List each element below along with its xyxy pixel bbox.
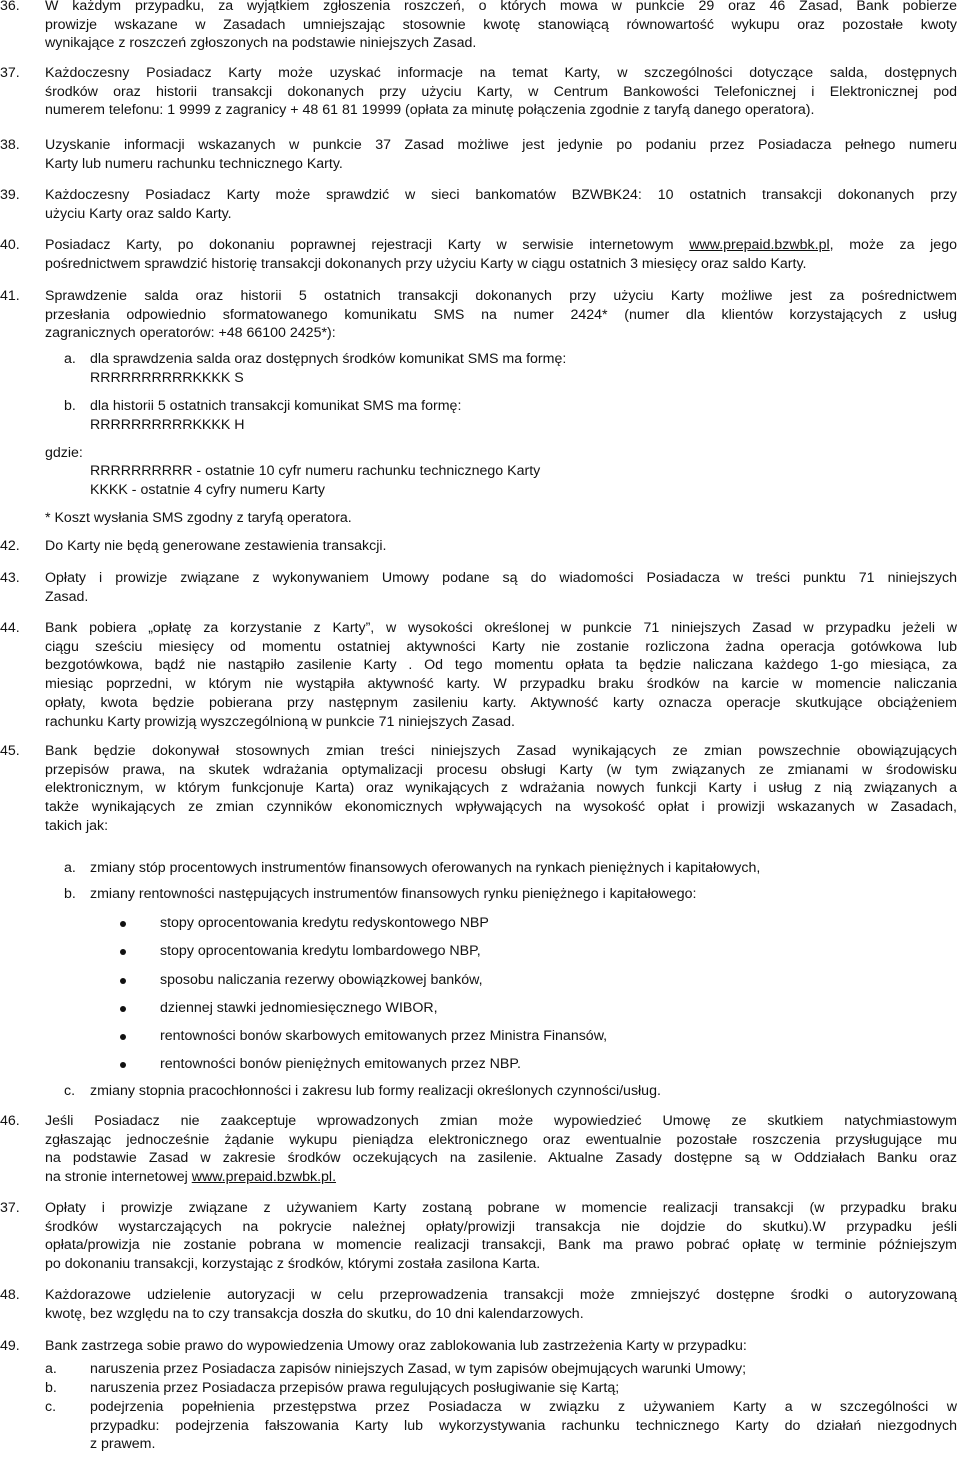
clause-line: Uzyskanie informacji wskazanych w punkcie 37 Zasad możliwe jest jedynie po podaniu przez Posiadacza pełnego numeru: [45, 137, 957, 153]
clause-46: [0, 1112, 958, 1187]
clause-line: Do Karty nie będą generowane zestawienia transakcji.: [45, 538, 387, 554]
clause-line: numerem telefonu: 1 9999 z zagranicy + 48 61 81 19999 (opłata za minutę połączenia zgodnie z taryfą danego operatora).: [45, 102, 815, 119]
clause-line: także wynikających ze zmian czynników ekonomicznych wpływających na wysokość opłat i prowizji wskazanych w Zasadach,: [45, 799, 957, 816]
bullet-text: stopy oprocentowania kredytu redyskontowego NBP: [160, 915, 489, 931]
sms-format-balance: RRRRRRRRRRKKKK S: [90, 370, 244, 386]
bullet-icon: [120, 978, 126, 984]
bullet-text: stopy oprocentowania kredytu lombardowego NBP,: [160, 943, 481, 959]
prepaid-website-link[interactable]: www.prepaid.bzwbk.pl.: [191, 1169, 337, 1186]
clause-42: [0, 537, 958, 556]
clause-number: 37.: [0, 65, 20, 81]
clause-37-fees: [0, 1199, 958, 1274]
list-text: naruszenia przez Posiadacza przepisów prawa regulujących posługiwanie się Kartą;: [90, 1380, 620, 1396]
definition-card: KKKK - ostatnie 4 cyfry numeru Karty: [90, 482, 325, 498]
clause-number: 39.: [0, 187, 20, 203]
clause-37-info: [0, 64, 958, 120]
clause-line: na podstawie Zasad w zakresie środków oczekujących na zasilenie. Aktualne Zasady dostępne są w Oddziałach Banku oraz: [45, 1150, 957, 1167]
clause-number: 37.: [0, 1200, 20, 1216]
clause-number: 45.: [0, 743, 20, 759]
clause-line: Każdoczesny Posiadacz Karty może sprawdzić w sieci bankomatów BZWBK24: 10 ostatnich transakcji dokonanych przy: [45, 187, 957, 203]
clause-line: po dokonaniu transakcji, korzystając z środków, którymi została zasilona Karta.: [45, 1256, 541, 1273]
list-marker: c.: [64, 1083, 76, 1099]
clause-text: , może za jego: [829, 237, 957, 253]
clause-number: 38.: [0, 137, 20, 153]
bullet-text: rentowności bonów pieniężnych emitowanych przez NBP.: [160, 1056, 521, 1072]
clause-line: Jeśli Posiadacz nie zaakceptuje wprowadzonych zmian może wypowiedzieć Umowę ze skutkiem natychmiastowym: [45, 1113, 957, 1129]
sms-cost-note: * Koszt wysłania SMS zgodny z taryfą operatora.: [45, 510, 352, 526]
clause-line: zgłaszając jednocześnie żądanie wykupu pieniądza elektronicznego oraz ewentualnie pozostałe roszczenia przysługujące mu: [45, 1131, 957, 1148]
clause-line: zagranicznych operatorów: +48 66100 2425*):: [45, 325, 336, 342]
bullet-icon: [120, 949, 126, 955]
list-marker: c.: [45, 1399, 57, 1415]
list-line: przypadku: podejrzenia fałszowania Karty lub wykorzystywania rachunku technicznego Karty do działań niezgodnych: [90, 1417, 957, 1434]
clause-48: [0, 1286, 958, 1323]
clause-40: [0, 236, 958, 273]
clause-number: 40.: [0, 237, 20, 253]
clause-line: W każdym przypadku, za wyjątkiem zgłoszenia roszczeń, o których mowa w punkcie 29 oraz 46 Zasad, Bank pobierze: [45, 0, 957, 14]
clause-number: 46.: [0, 1113, 20, 1129]
clause-line: użyciu Karty oraz saldo Karty.: [45, 205, 232, 222]
clause-line: Każdoczesny Posiadacz Karty może uzyskać informacje na temat Karty, w szczególności dotyczące salda, dostępnych: [45, 65, 957, 81]
list-line: z prawem.: [90, 1436, 156, 1453]
clause-line: [45, 1168, 957, 1187]
clause-number: 49.: [0, 1338, 20, 1354]
list-text-block: [90, 1398, 957, 1454]
clause-line: prowizje wskazane w Zasadach umniejszając stosownie kwotę stanowiącą równowartość wykupu oraz pozostałe kwoty: [45, 16, 957, 33]
clause-line: Bank zastrzega sobie prawo do wypowiedzenia Umowy oraz zablokowania lub zastrzeżenia Karty w przypadku:: [45, 1338, 747, 1354]
clause-line: takich jak:: [45, 817, 109, 834]
bullet-text: sposobu naliczania rezerwy obowiązkowej banków,: [160, 972, 483, 988]
bullet-icon: [120, 1034, 126, 1040]
bullet-icon: [120, 1006, 126, 1012]
bullet-text: rentowności bonów skarbowych emitowanych przez Ministra Finansów,: [160, 1028, 608, 1044]
clause-43: [0, 569, 958, 606]
clause-line: Opłaty i prowizje związane z wykonywaniem Umowy podane są do wiadomości Posiadacza w treści punktu 71 niniejszych: [45, 570, 957, 586]
clause-line: Zasad.: [45, 588, 89, 605]
clause-number: 48.: [0, 1287, 20, 1303]
clause-line: przesłania odpowiednio sformatowanego komunikatu SMS na numer 2424* (numer dla klientów korzystających z usług: [45, 306, 957, 323]
clause-line: środków oraz historii transakcji dokonanych przy użyciu Karty, w Centrum Bankowości Telefonicznej i Elektronicznej pod: [45, 83, 957, 100]
clause-41: [0, 287, 958, 343]
clause-36: [0, 0, 958, 53]
prepaid-website-link[interactable]: www.prepaid.bzwbk.pl: [689, 237, 830, 253]
list-text: zmiany rentowności następujących instrumentów finansowych rynku pieniężnego i kapitałowego:: [90, 886, 697, 902]
clause-line: przepisów prawa, na skutek wdrażania optymalizacji procesu obsługi Karty (w tym związanych ze zmianami w środowisku: [45, 761, 957, 778]
list-marker: a.: [64, 860, 76, 876]
clause-45: [0, 742, 958, 836]
clause-line: opłata/prowizja nie zostanie pobrana w momencie realizacji transakcji, Bank ma prawo pobrać opłatę w terminie późniejszym: [45, 1237, 957, 1254]
clause-line: Opłaty i prowizje związane z używaniem Karty zostaną pobrane w momencie realizacji transakcji (w przypadku braku: [45, 1200, 957, 1216]
clause-line: Bank pobiera „opłatę za korzystanie z Karty”, w wysokości określonej w punkcie 71 niniejszych Zasad w przypadku jeżeli w: [45, 620, 957, 636]
clause-line: miesiąc poprzedni, w którym nie wystąpiła aktywność karty. W przypadku braku środków na karcie w momencie naliczania: [45, 676, 957, 693]
list-marker: b.: [64, 886, 76, 902]
clause-39: [0, 186, 958, 223]
clause-line: opłaty, kwota będzie pobierana przy następnym zasileniu karty. Aktywność karty oznacza operacje skutkujące obciążeniem: [45, 694, 957, 711]
clause-line: Bank będzie dokonywał stosownych zmian treści niniejszych Zasad wynikających ze zmian powszechnie obowiązujących: [45, 743, 957, 759]
list-text: dla sprawdzenia salda oraz dostępnych środków komunikat SMS ma formę:: [90, 351, 567, 367]
clause-line: [45, 236, 957, 255]
clause-line: ciągu sześciu miesięcy od momentu ostatniej aktywności Karty nie zostanie rozliczona żadna operacja gotówkowa lub: [45, 638, 957, 655]
clause-text: Posiadacz Karty, po dokonaniu poprawnej rejestracji Karty w serwisie internetowym: [45, 237, 690, 253]
clause-49: [0, 1337, 958, 1356]
list-text: zmiany stóp procentowych instrumentów finansowych oferowanych na rynkach pieniężnych i kapitałowych,: [90, 860, 761, 876]
clause-38: [0, 136, 958, 173]
list-text: zmiany stopnia pracochłonności i zakresu lub formy realizacji określonych czynności/usług.: [90, 1083, 661, 1099]
clause-line: kwotę, bez względu na to czy transakcja doszła do skutku, do 10 dni kalendarzowych.: [45, 1305, 584, 1322]
list-marker: b.: [45, 1380, 57, 1396]
definition-account: RRRRRRRRRR - ostatnie 10 cyfr numeru rachunku technicznego Karty: [90, 463, 541, 479]
sms-format-history: RRRRRRRRRRKKKK H: [90, 417, 245, 433]
clause-text: na stronie internetowej: [45, 1169, 192, 1186]
clause-line: elektronicznym, w którym funkcjonuje Karta) oraz wynikających z wdrażania nowych funkcji Karty i usług z nią związanych a: [45, 780, 957, 797]
clause-line: środków wystarczających na pokrycie należnej opłaty/prowizji transakcja nie dojdzie do skutku).W przypadku jeśli: [45, 1218, 957, 1235]
list-marker: a.: [64, 351, 76, 367]
list-text: naruszenia przez Posiadacza zapisów niniejszych Zasad, w tym zapisów obejmujących warunki Umowy;: [90, 1361, 747, 1377]
list-marker: a.: [45, 1361, 57, 1377]
list-marker: b.: [64, 398, 76, 414]
clause-number: 42.: [0, 538, 20, 554]
where-label: gdzie:: [45, 445, 83, 461]
clause-number: 43.: [0, 570, 20, 586]
clause-line: rachunku Karty prowizją wyszczególnioną w punkcie 71 niniejszych Zasad.: [45, 713, 515, 730]
clause-number: 44.: [0, 620, 20, 636]
bullet-icon: [120, 921, 126, 927]
list-line: podejrzenia popełnienia przestępstwa przez Posiadacza w związku z używaniem Karty a w szczególności w: [90, 1399, 957, 1415]
clause-line: pośrednictwem sprawdzić historię transakcji dokonanych przy użyciu Karty w ciągu ostatnich 3 miesięcy oraz saldo Karty.: [45, 255, 807, 272]
bullet-icon: [120, 1062, 126, 1068]
bullet-text: dziennej stawki jednomiesięcznego WIBOR,: [160, 1000, 438, 1016]
clause-line: Każdorazowe udzielenie autoryzacji w celu przeprowadzenia transakcji może zmniejszyć dostępne środki o autoryzowaną: [45, 1287, 957, 1303]
clause-line: bezgotówkowa, bądź nie nastąpiło zasilenie Karty . Od tego momentu opłata ta będzie naliczana każdego 1-go miesiąca, za: [45, 657, 957, 674]
clause-line: Karty lub numeru rachunku technicznego Karty.: [45, 155, 343, 172]
clause-line: wynikające z roszczeń zgłoszonych na podstawie niniejszych Zasad.: [45, 35, 477, 52]
clause-44: [0, 619, 958, 731]
clause-line: Sprawdzenie salda oraz historii 5 ostatnich transakcji dokonanych przy użyciu Karty możliwe jest za pośrednictwem: [45, 288, 957, 304]
list-text: dla historii 5 ostatnich transakcji komunikat SMS ma formę:: [90, 398, 462, 414]
clause-number: 41.: [0, 288, 20, 304]
clause-number: 36.: [0, 0, 20, 14]
